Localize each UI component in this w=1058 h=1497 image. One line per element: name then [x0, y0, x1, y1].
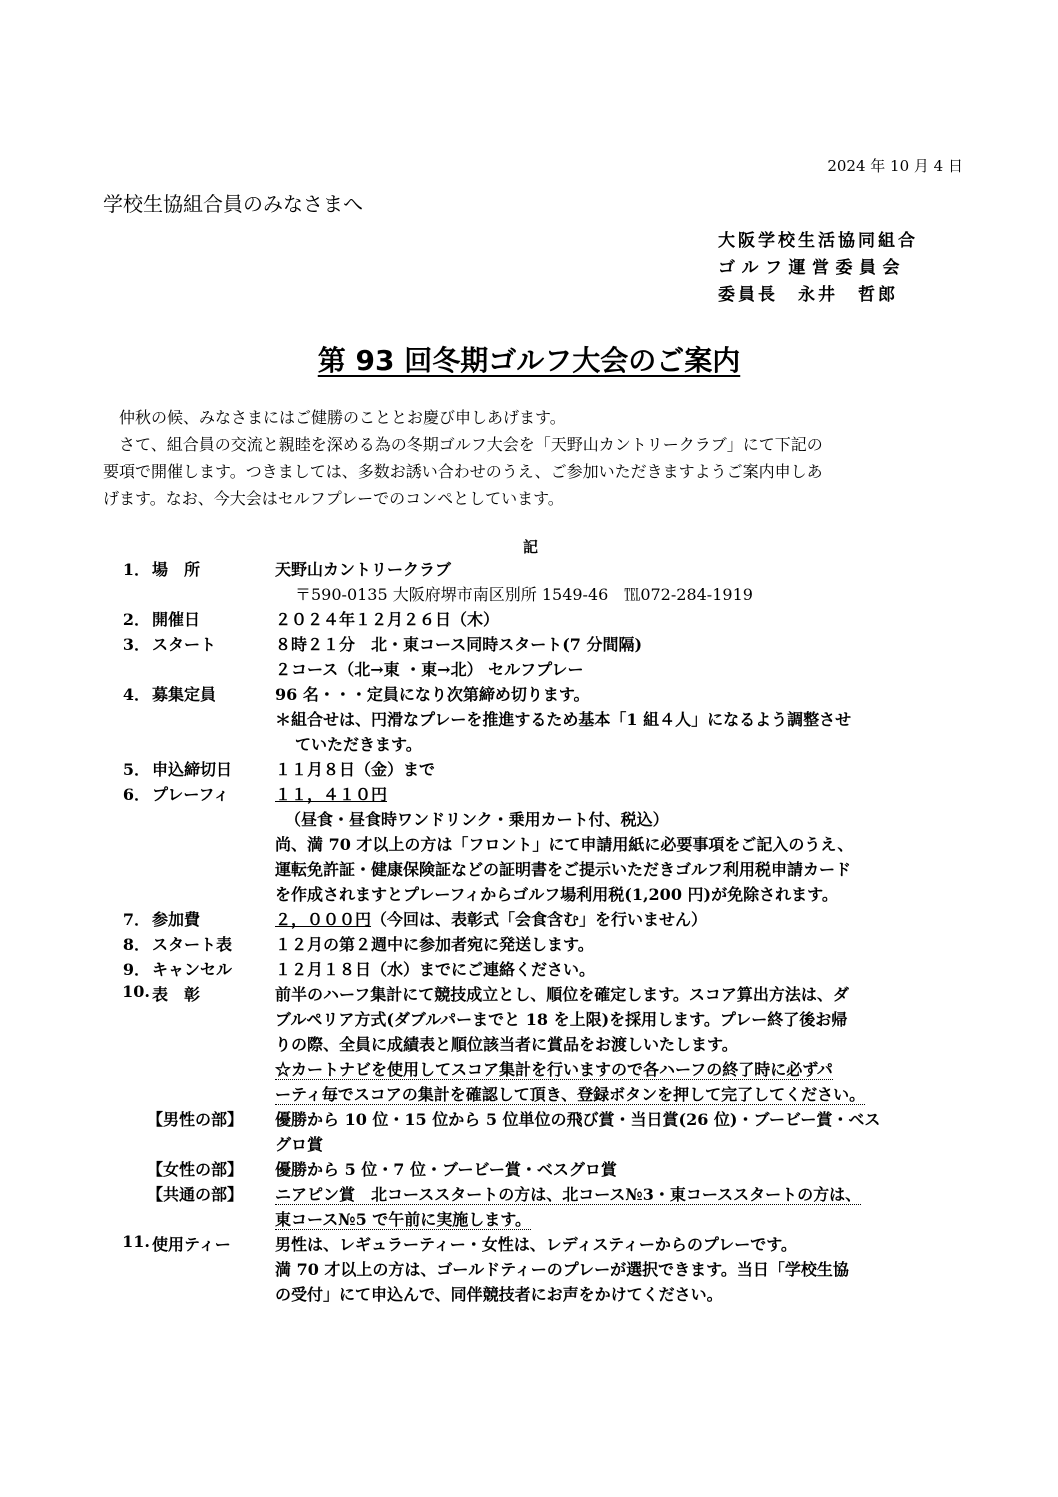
tee-text: 男性は、レギュラーティー・女性は、レディスティーからのプレーです。: [275, 1235, 797, 1254]
intro-line: 要項で開催します。つきましては、多数お誘い合わせのうえ、ご参加いただきますようご案内申しあ: [103, 462, 823, 481]
tee-text: の受付」にて申込んで、同伴競技者にお声をかけてください。: [275, 1285, 723, 1304]
item-number: 1．: [122, 560, 150, 579]
item-label: 申込締切日: [152, 760, 233, 779]
sender-chair: 委員長 永井 哲郎: [718, 285, 898, 305]
cart-navi-note: ☆カートナビを使用してスコア集計を行いますので各ハーフの終了時に必ずパ: [275, 1060, 833, 1079]
item-capacity: [0, 682, 1058, 757]
item-number: 5．: [122, 760, 150, 779]
item-label: 表 彰: [152, 985, 201, 1004]
men-prizes: 優勝から 10 位・15 位から 5 位単位の飛び賞・当日賞(26 位)・ブービー賞・ベス: [275, 1110, 881, 1129]
item-label: 【共通の部】: [147, 1185, 244, 1204]
item-label: プレーフィ: [152, 785, 230, 804]
awards-text: 前半のハーフ集計にて競技成立とし、順位を確定します。スコア算出方法は、ダ: [275, 985, 849, 1004]
item-label: スタート表: [152, 935, 233, 954]
item-number: 4．: [122, 685, 150, 704]
item-entry-fee: [0, 907, 1058, 932]
issue-date: 2024 年 10 月 4 日: [827, 157, 963, 175]
play-fee-includes: （昼食・昼食時ワンドリンク・乗用カート付、税込）: [285, 810, 669, 829]
item-label: 【男性の部】: [147, 1110, 244, 1129]
awards-text: りの際、全員に成績表と順位該当者に賞品をお渡しいたします。: [275, 1035, 738, 1054]
item-date: [0, 607, 1058, 632]
intro-line: 仲秋の候、みなさまにはご健勝のこととお慶び申しあげます。: [119, 408, 566, 427]
grouping-note: ＊組合せは、円滑なプレーを推進するため基本「1 組４人」になるよう調整させ: [275, 710, 852, 729]
tax-exemption-note-2: 運転免許証・健康保険証などの証明書をご提示いただきゴルフ利用税申請カード: [275, 860, 852, 879]
capacity-text: 96 名・・・定員になり次第締め切ります。: [275, 685, 590, 704]
item-label: 【女性の部】: [147, 1160, 244, 1179]
intro-line: さて、組合員の交流と親睦を深める為の冬期ゴルフ大会を「天野山カントリークラブ」にて下記の: [119, 435, 823, 454]
item-men-division: [0, 1107, 1058, 1157]
item-women-division: [0, 1157, 1058, 1182]
item-start: [0, 632, 1058, 682]
deadline-text: １１月８日（金）まで: [275, 760, 436, 779]
play-fee-amount: １１，４１０円: [275, 785, 388, 804]
item-cancel: [0, 957, 1058, 982]
tax-exemption-note-3: を作成されますとプレーフィからゴルフ場利用税(1,200 円)が免除されます。: [275, 885, 838, 904]
ki-heading: 記: [523, 538, 539, 556]
item-number: 7．: [122, 910, 150, 929]
item-play-fee: [0, 782, 1058, 907]
sender-org: 大阪学校生活協同組合: [718, 231, 918, 251]
item-label: 場 所: [152, 560, 201, 579]
item-common-division: [0, 1182, 1058, 1232]
page-title: 第 93 回冬期ゴルフ大会のご案内: [317, 344, 741, 377]
item-venue: [0, 557, 1058, 607]
page-title-wrap: [0, 339, 1058, 379]
venue-name: 天野山カントリークラブ: [275, 560, 452, 579]
sender-block: [718, 228, 918, 309]
women-prizes: 優勝から 5 位・7 位・ブービー賞・ベスグロ賞: [275, 1160, 617, 1179]
near-pin-text: ニアピン賞 北コーススタートの方は、北コース№3・東コーススタートの方は、: [275, 1185, 862, 1204]
item-number: 9．: [122, 960, 150, 979]
venue-address: 〒590-0135 大阪府堺市南区別所 1549-46 ℡072-284-1919: [295, 585, 753, 604]
item-awards: [0, 982, 1058, 1107]
item-deadline: [0, 757, 1058, 782]
item-number: 2．: [122, 610, 150, 629]
near-pin-text-cont: 東コース№5 で午前に実施します。: [275, 1210, 532, 1229]
course-order: ２コース（北→東 ・東→北） セルフプレー: [275, 660, 584, 679]
addressee: 学校生協組合員のみなさまへ: [103, 192, 363, 216]
item-tee: [0, 1232, 1058, 1307]
grouping-note-cont: ていただきます。: [295, 735, 422, 754]
entry-fee-note: （今回は、表彰式「会食含む」を行いません）: [371, 910, 708, 929]
intro-line: げます。なお、今大会はセルフプレーでのコンペとしています。: [103, 489, 564, 508]
item-number: 6．: [122, 785, 150, 804]
intro-paragraph: [103, 404, 969, 512]
item-label: 募集定員: [152, 685, 217, 704]
cancel-text: １２月１８日（水）までにご連絡ください。: [275, 960, 596, 979]
cart-navi-note-2: ーティ毎でスコアの集計を確認して頂き、登録ボタンを押して完了してください。: [275, 1085, 866, 1104]
item-label: 開催日: [152, 610, 201, 629]
event-date: ２０２４年１２月２６日（木）: [275, 610, 500, 629]
item-number: 10.: [122, 982, 150, 1001]
item-label: 参加費: [152, 910, 201, 929]
tee-text: 満 70 才以上の方は、ゴールドティーのプレーが選択できます。当日「学校生協: [275, 1260, 849, 1279]
item-number: 3．: [122, 635, 150, 654]
details-list: [0, 557, 1058, 1307]
item-label: キャンセル: [152, 960, 233, 979]
men-prizes-cont: グロ賞: [275, 1135, 324, 1154]
awards-text: ブルペリア方式(ダブルパーまでと 18 を上限)を採用します。プレー終了後お帰: [275, 1010, 848, 1029]
item-start-sheet: [0, 932, 1058, 957]
start-time: ８時２１分 北・東コース同時スタート(7 分間隔): [275, 635, 643, 654]
entry-fee-amount: ２，０００円: [275, 910, 372, 929]
item-number: 8．: [122, 935, 150, 954]
item-number: 11.: [122, 1232, 150, 1251]
item-label: 使用ティー: [152, 1235, 231, 1254]
start-sheet-text: １２月の第２週中に参加者宛に発送します。: [275, 935, 594, 954]
item-label: スタート: [152, 635, 217, 654]
tax-exemption-note: 尚、満 70 才以上の方は「フロント」にて申請用紙に必要事項をご記入のうえ、: [275, 835, 854, 854]
sender-committee: ゴルフ運営委員会: [718, 258, 906, 278]
